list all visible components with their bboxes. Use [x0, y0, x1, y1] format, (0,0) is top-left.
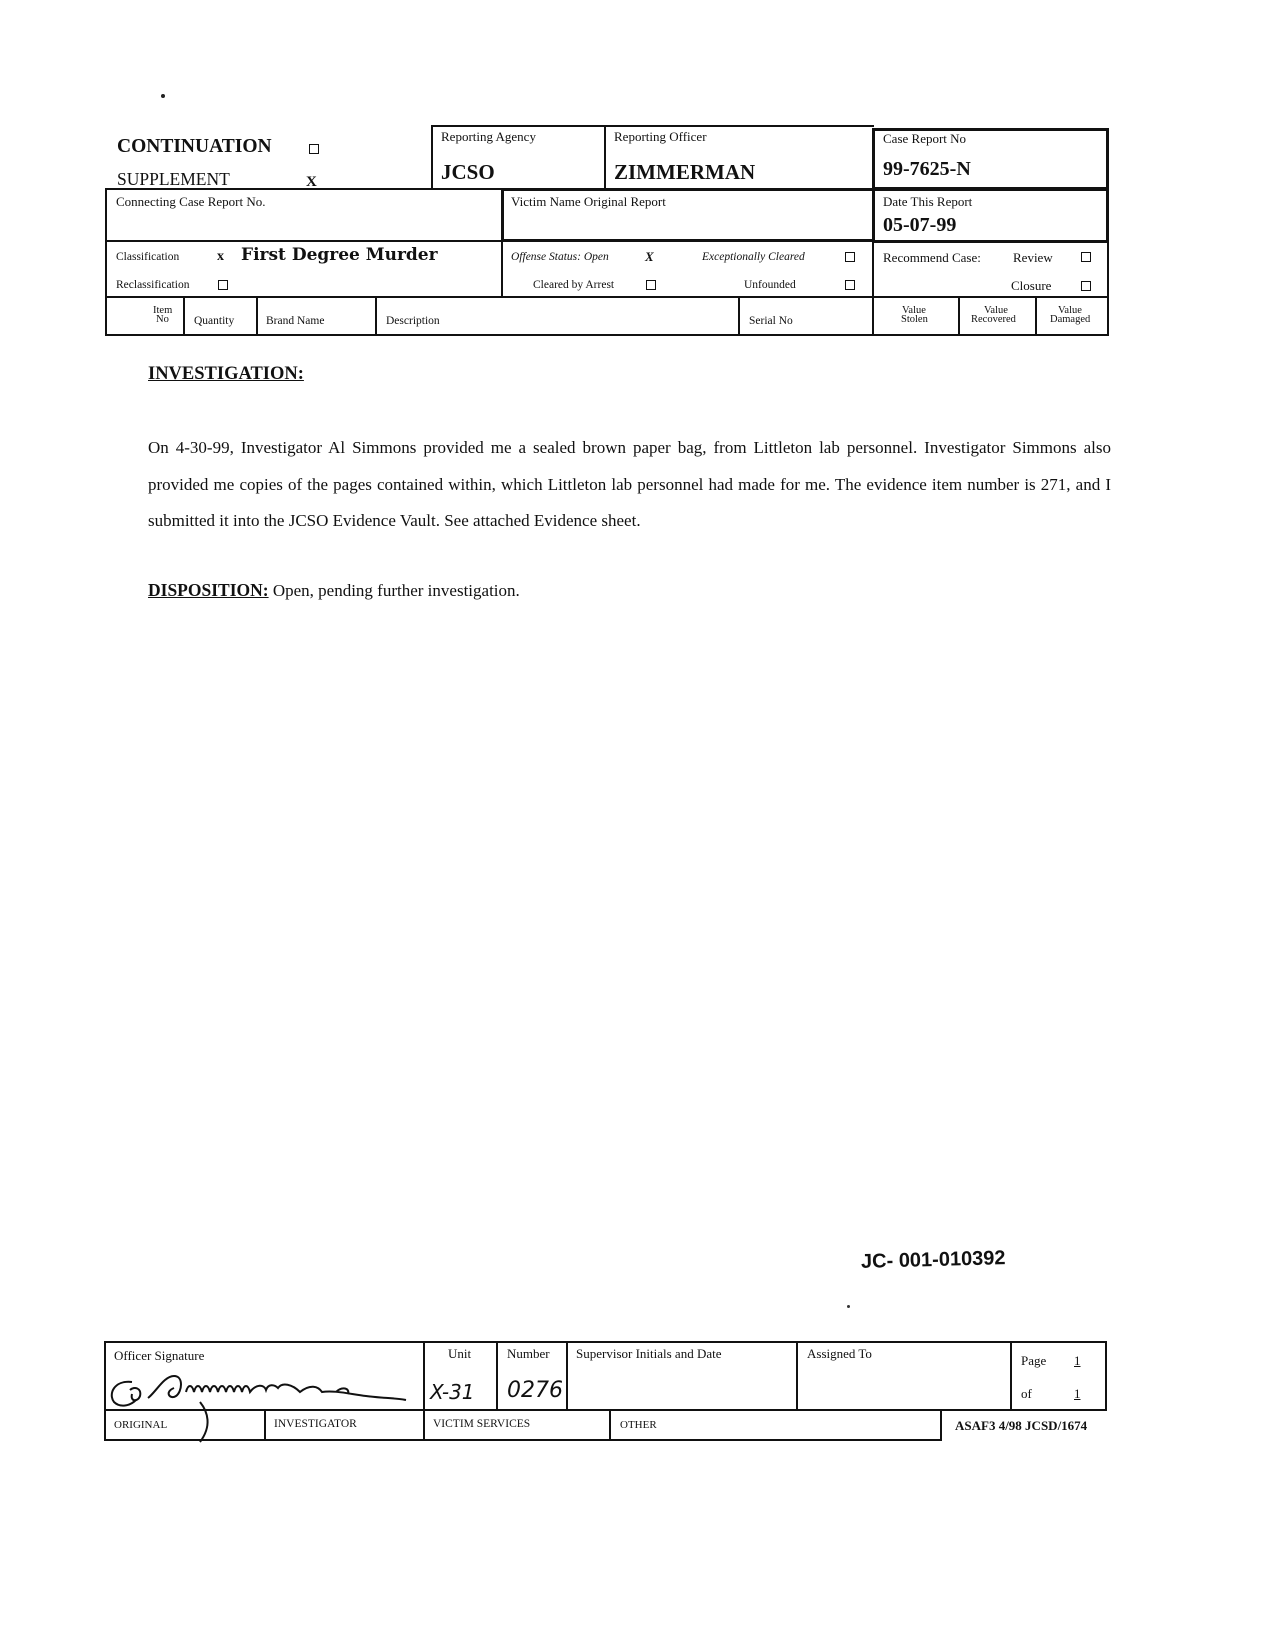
col-item-no-top: Item: [153, 305, 173, 316]
cleared-by-arrest-label: Cleared by Arrest: [533, 279, 615, 291]
col-divider: [375, 296, 377, 336]
classification-mark[interactable]: x: [217, 249, 224, 264]
disposition-heading: DISPOSITION:: [148, 580, 269, 600]
signature-stroke: [148, 1376, 181, 1398]
case-report-no-label: Case Report No: [883, 131, 967, 146]
case-report-no-value[interactable]: 99-7625-N: [883, 158, 971, 180]
col-divider: [796, 1341, 798, 1411]
unit-value[interactable]: X-31: [430, 1380, 475, 1404]
copy-other-label: OTHER: [620, 1419, 657, 1431]
classification-label: Classification: [116, 251, 180, 263]
number-label: Number: [507, 1346, 550, 1361]
disposition-text: Open, pending further investigation.: [268, 581, 520, 600]
reporting-agency-value[interactable]: JCSO: [441, 160, 495, 184]
col-divider: [256, 296, 258, 336]
unfounded-checkbox[interactable]: [845, 280, 855, 290]
recommend-case-box: [872, 240, 1109, 298]
page-value[interactable]: 1: [1074, 1353, 1081, 1368]
col-value-stolen-top: Value: [902, 305, 926, 316]
signature-stroke: [130, 1388, 140, 1400]
signature-stroke: [186, 1385, 406, 1400]
supervisor-initials-label: Supervisor Initials and Date: [576, 1346, 722, 1361]
col-value-stolen-bottom: Stolen: [901, 314, 928, 325]
copy-investigator-label: INVESTIGATOR: [274, 1418, 357, 1430]
reporting-officer-label: Reporting Officer: [614, 129, 707, 144]
assigned-to-label: Assigned To: [807, 1346, 872, 1361]
recommend-case-label: Recommend Case:: [883, 250, 981, 265]
col-divider: [423, 1409, 425, 1441]
review-label: Review: [1013, 250, 1053, 265]
col-value-recovered-top: Value: [984, 305, 1008, 316]
col-value-damaged-bottom: Damaged: [1050, 314, 1091, 325]
page-label: Page: [1021, 1353, 1047, 1368]
victim-name-label: Victim Name Original Report: [511, 194, 666, 209]
col-brand-name: Brand Name: [266, 315, 325, 327]
signature-stroke: [112, 1382, 136, 1406]
divider: [604, 125, 874, 127]
scan-speck: [847, 1305, 850, 1308]
connecting-case-label: Connecting Case Report No.: [116, 194, 266, 209]
col-divider: [1010, 1341, 1012, 1411]
col-divider: [264, 1409, 266, 1441]
reporting-agency-label: Reporting Agency: [441, 129, 536, 144]
col-value-damaged-top: Value: [1058, 305, 1082, 316]
offense-status-label: Offense Status: Open: [511, 251, 609, 263]
col-divider: [872, 296, 874, 336]
open-status-mark[interactable]: X: [645, 249, 654, 264]
supplement-label: SUPPLEMENT: [117, 169, 230, 189]
date-this-report-label: Date This Report: [883, 194, 973, 209]
review-checkbox[interactable]: [1081, 252, 1091, 262]
disposition-line: [148, 580, 520, 601]
col-divider: [609, 1409, 611, 1441]
exceptionally-cleared-checkbox[interactable]: [845, 252, 855, 262]
investigation-heading: INVESTIGATION:: [148, 364, 304, 384]
col-value-recovered-bottom: Recovered: [971, 314, 1016, 325]
cleared-by-arrest-checkbox[interactable]: [646, 280, 656, 290]
investigation-text: On 4-30-99, Investigator Al Simmons provided me a sealed brown paper bag, from Littleton lab personnel. Investigator Simmons also provided me copies of the pages contained within, which Littleton lab personnel had made for me. The evidence item number is 271, and I submitted it into the JCSO Evidence Vault. See attached Evidence sheet.: [148, 438, 1111, 530]
copy-original-label: ORIGINAL: [114, 1419, 168, 1431]
continuation-checkbox[interactable]: [309, 144, 319, 154]
reclassification-label: Reclassification: [116, 279, 190, 291]
exceptionally-cleared-label: Exceptionally Cleared: [702, 251, 805, 263]
classification-value[interactable]: First Degree Murder: [241, 245, 438, 265]
number-value[interactable]: 0276: [507, 1378, 563, 1403]
of-label: of: [1021, 1386, 1032, 1401]
supplement-mark[interactable]: X: [306, 174, 317, 190]
form-id: ASAF3 4/98 JCSD/1674: [955, 1418, 1088, 1433]
col-description: Description: [386, 315, 440, 327]
continuation-label: CONTINUATION: [117, 136, 272, 157]
bates-number: JC- 001-010392: [860, 1247, 1006, 1273]
col-divider: [958, 296, 960, 336]
col-serial-no: Serial No: [749, 315, 793, 327]
copy-victim-services-label: VICTIM SERVICES: [433, 1418, 531, 1430]
date-this-report-value[interactable]: 05-07-99: [883, 214, 957, 236]
scan-speck: [161, 94, 165, 98]
reclassification-checkbox[interactable]: [218, 280, 228, 290]
officer-signature-label: Officer Signature: [114, 1348, 205, 1363]
unit-label: Unit: [448, 1346, 472, 1361]
col-quantity: Quantity: [194, 315, 235, 327]
closure-checkbox[interactable]: [1081, 281, 1091, 291]
connecting-case-value[interactable]: [116, 214, 486, 234]
unfounded-label: Unfounded: [744, 279, 796, 291]
col-divider: [738, 296, 740, 336]
of-value[interactable]: 1: [1074, 1386, 1081, 1401]
col-divider: [1035, 296, 1037, 336]
closure-label: Closure: [1011, 278, 1052, 293]
victim-name-value[interactable]: [511, 214, 861, 234]
col-divider: [566, 1341, 568, 1411]
col-divider: [183, 296, 185, 336]
col-item-no-bottom: No: [156, 314, 169, 325]
reporting-officer-value[interactable]: ZIMMERMAN: [614, 160, 756, 184]
divider: [604, 125, 606, 189]
col-divider: [496, 1341, 498, 1411]
